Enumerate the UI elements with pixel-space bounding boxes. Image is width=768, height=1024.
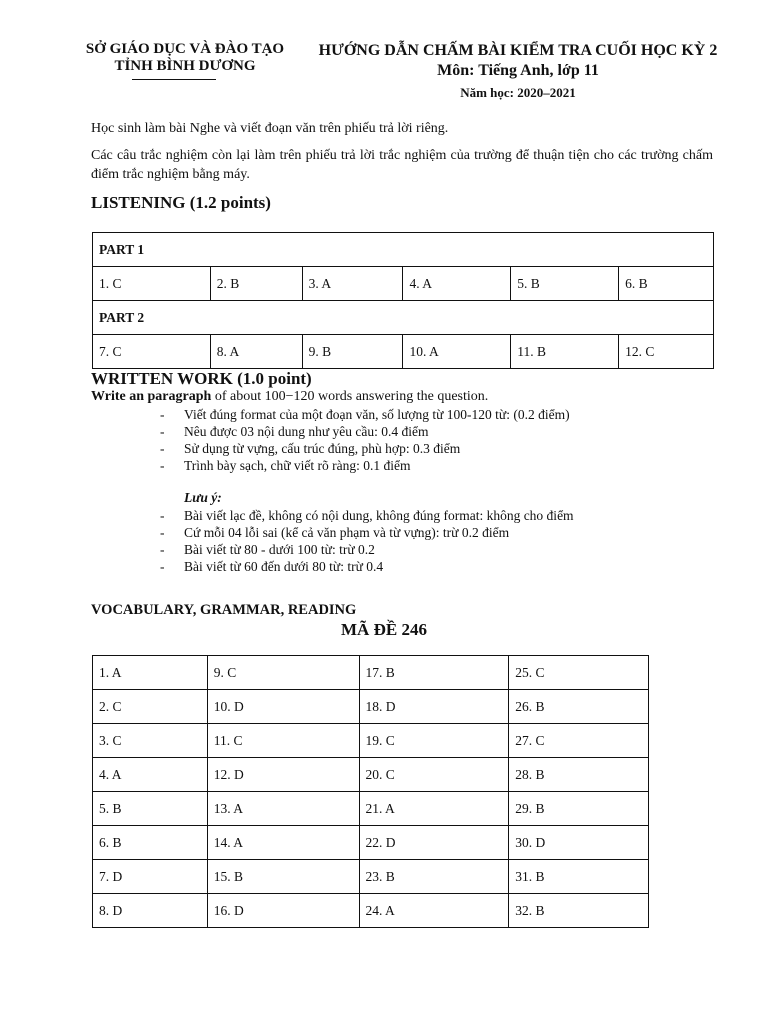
answer-cell: 5. B <box>511 267 619 301</box>
answer-cell: 19. C <box>359 724 509 758</box>
answer-cell: 3. C <box>93 724 208 758</box>
note-title: Lưu ý: <box>184 490 222 505</box>
answer-cell: 6. B <box>93 826 208 860</box>
department-header <box>70 41 300 75</box>
part1-title: PART 1 <box>93 233 714 267</box>
deduction-item: - Bài viết từ 60 đến dưới 80 từ: trừ 0.4 <box>160 558 574 575</box>
answer-cell: 10. A <box>403 335 511 369</box>
answer-cell: 15. B <box>207 860 359 894</box>
answer-cell: 4. A <box>403 267 511 301</box>
criteria-item: - Nêu được 03 nội dung như yêu cầu: 0.4 điểm <box>160 423 570 440</box>
answer-cell: 31. B <box>509 860 649 894</box>
answer-cell: 23. B <box>359 860 509 894</box>
answer-cell: 9. B <box>302 335 403 369</box>
written-instruction <box>91 389 488 405</box>
document-header <box>298 41 738 81</box>
answer-cell: 29. B <box>509 792 649 826</box>
answer-cell: 28. B <box>509 758 649 792</box>
table-row <box>93 894 649 928</box>
answer-cell: 13. A <box>207 792 359 826</box>
answer-cell: 8. A <box>210 335 302 369</box>
answer-cell: 21. A <box>359 792 509 826</box>
answer-cell: 24. A <box>359 894 509 928</box>
school-year: Năm học: 2020–2021 <box>460 85 576 100</box>
answer-cell: 10. D <box>207 690 359 724</box>
instruction-text: of about 100−120 words answering the question. <box>211 389 489 404</box>
part2-title-row <box>93 301 714 335</box>
answer-cell: 22. D <box>359 826 509 860</box>
table-row <box>93 724 649 758</box>
answer-cell: 4. A <box>93 758 208 792</box>
listening-heading: LISTENING (1.2 points) <box>91 193 271 212</box>
answer-cell: 2. B <box>210 267 302 301</box>
department-name: SỞ GIÁO DỤC VÀ ĐÀO TẠO <box>85 41 285 57</box>
answer-cell: 25. C <box>509 656 649 690</box>
answer-cell: 11. B <box>511 335 619 369</box>
deduction-item: - Bài viết từ 80 - dưới 100 từ: trừ 0.2 <box>160 541 574 558</box>
subject-line: Môn: Tiếng Anh, lớp 11 <box>437 62 599 79</box>
answer-cell: 2. C <box>93 690 208 724</box>
answer-cell: 32. B <box>509 894 649 928</box>
answer-cell: 1. C <box>93 267 211 301</box>
deduction-item: - Bài viết lạc đề, không có nội dung, không đúng format: không cho điểm <box>160 507 574 524</box>
answer-cell: 8. D <box>93 894 208 928</box>
document-title: HƯỚNG DẪN CHẤM BÀI KIỂM TRA CUỐI HỌC KỲ 2 <box>318 42 718 59</box>
table-row <box>93 792 649 826</box>
answer-cell: 27. C <box>509 724 649 758</box>
answer-cell: 12. D <box>207 758 359 792</box>
multiple-choice-answer-table <box>92 655 649 928</box>
answer-cell: 7. D <box>93 860 208 894</box>
answer-cell: 16. D <box>207 894 359 928</box>
table-row <box>93 656 649 690</box>
answer-cell: 17. B <box>359 656 509 690</box>
answer-cell: 5. B <box>93 792 208 826</box>
answer-cell: 9. C <box>207 656 359 690</box>
deduction-item: - Cứ mỗi 04 lỗi sai (kể cả văn phạm và từ vựng): trừ 0.2 điểm <box>160 524 574 541</box>
table-row <box>93 826 649 860</box>
province-name: TỈNH BÌNH DƯƠNG <box>114 58 256 74</box>
answer-cell: 26. B <box>509 690 649 724</box>
answer-cell: 30. D <box>509 826 649 860</box>
written-work-heading: WRITTEN WORK (1.0 point) <box>91 369 312 388</box>
listening-answer-table <box>92 232 714 369</box>
part1-answer-row <box>93 267 714 301</box>
part2-answer-row <box>93 335 714 369</box>
criteria-item: - Viết đúng format của một đoạn văn, số lượng từ 100-120 từ: (0.2 điểm) <box>160 406 570 423</box>
part2-title: PART 2 <box>93 301 714 335</box>
vocab-grammar-reading-heading: VOCABULARY, GRAMMAR, READING <box>91 602 357 618</box>
answer-cell: 20. C <box>359 758 509 792</box>
answer-cell: 12. C <box>619 335 714 369</box>
note-paragraph-1: Học sinh làm bài Nghe và viết đoạn văn trên phiếu trả lời riêng. <box>91 121 449 136</box>
answer-cell: 11. C <box>207 724 359 758</box>
exam-code: MÃ ĐỀ 246 <box>341 620 427 639</box>
instruction-emphasis: Write an paragraph <box>91 389 212 404</box>
grading-criteria-list <box>160 406 570 474</box>
deduction-list <box>160 507 574 575</box>
criteria-item: - Sử dụng từ vựng, cấu trúc đúng, phù hợp: 0.3 điểm <box>160 440 570 457</box>
note-paragraph-2: Các câu trắc nghiệm còn lại làm trên phiếu trả lời trắc nghiệm của trường để thuận tiện cho các trường chấm điểm trắc nghiệm bằng máy. <box>91 148 713 182</box>
answer-cell: 6. B <box>619 267 714 301</box>
answer-cell: 1. A <box>93 656 208 690</box>
table-row <box>93 758 649 792</box>
criteria-item: - Trình bày sạch, chữ viết rõ ràng: 0.1 điểm <box>160 457 570 474</box>
table-row <box>93 690 649 724</box>
answer-cell: 18. D <box>359 690 509 724</box>
header-divider <box>132 79 216 80</box>
answer-cell: 3. A <box>302 267 403 301</box>
answer-cell: 7. C <box>93 335 211 369</box>
table-row <box>93 860 649 894</box>
answer-cell: 14. A <box>207 826 359 860</box>
part1-title-row <box>93 233 714 267</box>
